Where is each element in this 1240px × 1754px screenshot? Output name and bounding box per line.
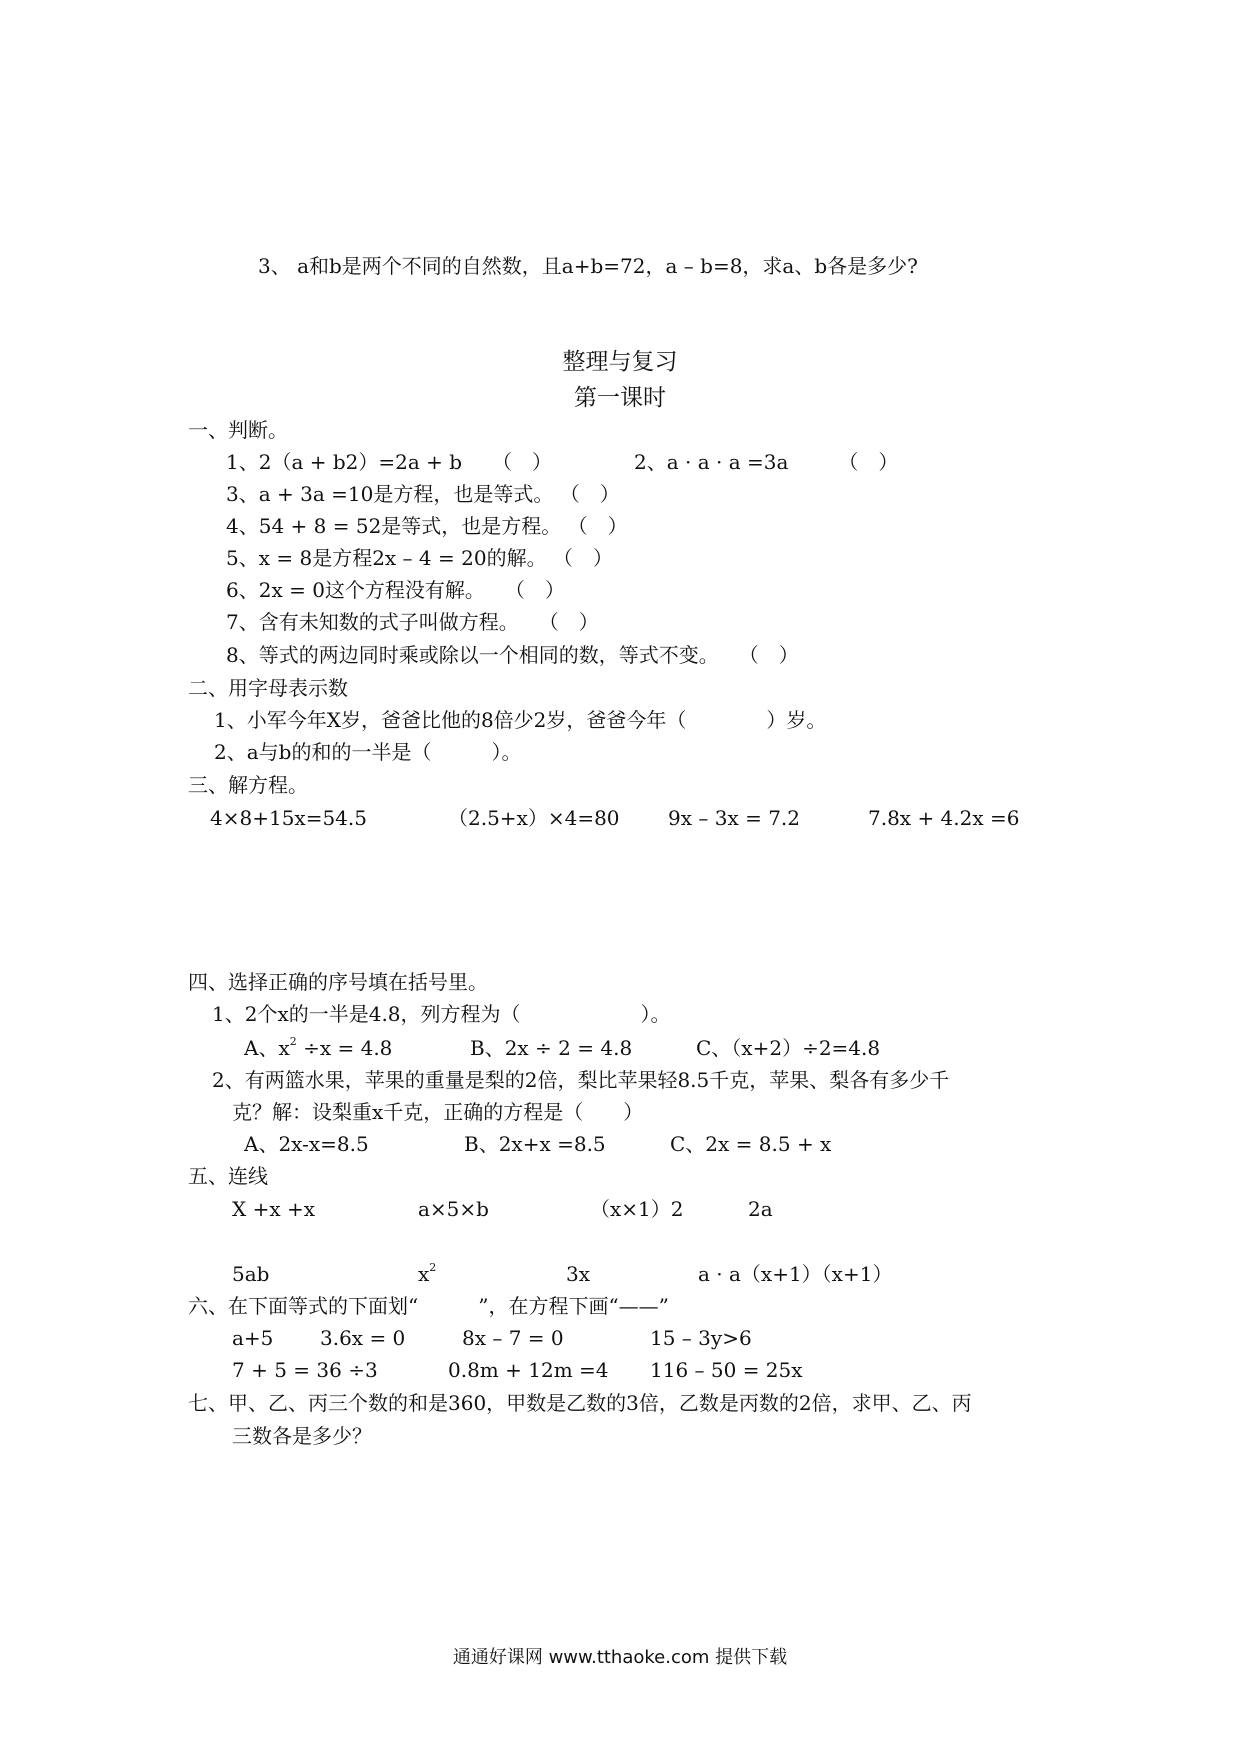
equation-4: 7.8x + 4.2x =6 — [868, 806, 1020, 830]
judge-q8: 8、等式的两边同时乘或除以一个相同的数，等式不变。 （ ） — [226, 643, 799, 667]
equation-1: 4×8+15x=54.5 — [210, 806, 367, 830]
judge-q3: 3、a + 3a =10是方程，也是等式。 （ ） — [226, 482, 620, 506]
section-7-line1: 七、甲、乙、丙三个数的和是360，甲数是乙数的3倍，乙数是丙数的2倍，求甲、乙、丙 — [188, 1391, 972, 1415]
mark-r1-4: 15 – 3y>6 — [650, 1326, 752, 1350]
choice-q2-line1: 2、有两篮水果，苹果的重量是梨的2倍，梨比苹果轻8.5千克，苹果、梨各有多少千 — [212, 1068, 950, 1092]
previous-problem-3: 3、 a和b是两个不同的自然数，且a+b=72，a – b=8，求a、b各是多少? — [258, 254, 918, 278]
judge-q7: 7、含有未知数的式子叫做方程。 （ ） — [226, 610, 599, 634]
choice-q2-line2: 克？解：设梨重x千克，正确的方程是（ ） — [232, 1100, 644, 1124]
match-bottom-3: 3x — [566, 1262, 591, 1286]
equation-3: 9x – 3x = 7.2 — [668, 806, 801, 830]
judge-q1: 1、2（a + b2）=2a + b （ ） — [226, 450, 553, 474]
letters-q1: 1、小军今年X岁，爸爸比他的8倍少2岁，爸爸今年（ ）岁。 — [214, 708, 827, 732]
mark-r2-2: 0.8m + 12m =4 — [448, 1358, 609, 1382]
judge-q2: 2、a · a · a =3a （ ） — [634, 450, 899, 474]
equation-2: （2.5+x）×4=80 — [448, 806, 620, 830]
section-1-heading: 一、判断。 — [188, 418, 288, 442]
judge-q5: 5、x = 8是方程2x – 4 = 20的解。 （ ） — [226, 546, 613, 570]
section-4-heading: 四、选择正确的序号填在括号里。 — [188, 970, 488, 994]
page-subtitle: 第一课时 — [574, 385, 666, 411]
choice-q2-option-c: C、2x = 8.5 + x — [670, 1132, 832, 1156]
match-bottom-4: a · a（x+1）（x+1） — [698, 1262, 893, 1286]
choice-q2-option-b: B、2x+x =8.5 — [464, 1132, 606, 1156]
match-top-1: X +x +x — [232, 1197, 316, 1221]
judge-q4: 4、54 + 8 = 52是等式，也是方程。 （ ） — [226, 514, 628, 538]
match-bottom-1: 5ab — [232, 1262, 270, 1286]
match-top-2: a×5×b — [418, 1197, 489, 1221]
footer-credit: 通通好课网 www.tthaoke.com 提供下载 — [452, 1647, 788, 1668]
mark-r1-1: a+5 — [232, 1326, 274, 1350]
section-3-heading: 三、解方程。 — [188, 773, 308, 797]
section-7-line2: 三数各是多少？ — [232, 1424, 372, 1448]
choice-q1-option-b: B、2x ÷ 2 = 4.8 — [470, 1036, 633, 1060]
mark-r2-1: 7 + 5 = 36 ÷3 — [232, 1358, 378, 1382]
match-top-3: （x×1）2 — [590, 1197, 684, 1221]
section-6-heading: 六、在下面等式的下面划“ ”，在方程下画“——” — [188, 1294, 669, 1318]
section-5-heading: 五、连线 — [188, 1164, 268, 1188]
page-title: 整理与复习 — [562, 349, 678, 375]
match-top-4: 2a — [748, 1197, 773, 1221]
choice-q1: 1、2个x的一半是4.8，列方程为（ ）。 — [212, 1002, 671, 1026]
mark-r2-3: 116 – 50 = 25x — [650, 1358, 803, 1382]
match-bottom-2: $x^2$ — [418, 1261, 437, 1286]
judge-q6: 6、2x = 0这个方程没有解。 （ ） — [226, 578, 565, 602]
mark-r1-3: 8x – 7 = 0 — [462, 1326, 564, 1350]
choice-q2-option-a: A、2x-x=8.5 — [244, 1132, 369, 1156]
letters-q2: 2、a与b的和的一半是（ ）。 — [214, 740, 522, 764]
mark-r1-2: 3.6x = 0 — [320, 1326, 406, 1350]
choice-q1-option-c: C、（x+2）÷2=4.8 — [696, 1036, 881, 1060]
choice-q1-option-a: A、$x^2 \div x = 4.8$ — [244, 1035, 393, 1060]
section-2-heading: 二、用字母表示数 — [188, 676, 348, 700]
